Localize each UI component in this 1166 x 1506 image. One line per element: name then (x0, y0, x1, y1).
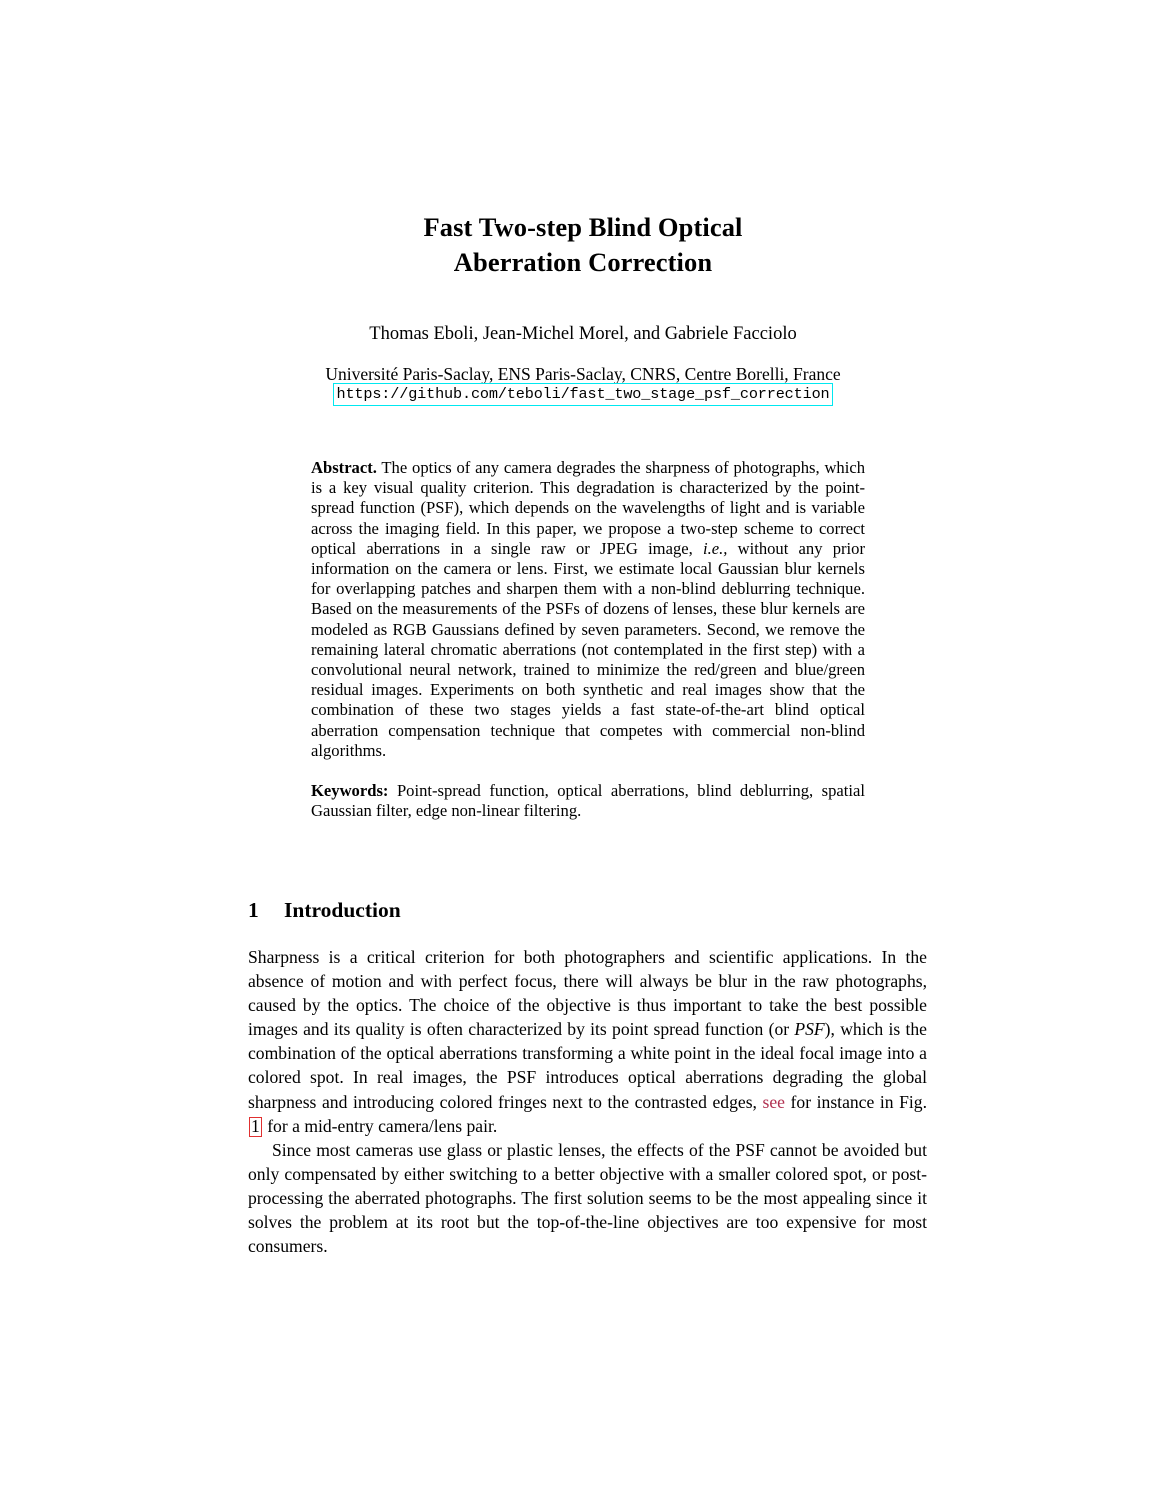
project-url-link[interactable]: https://github.com/teboli/fast_two_stage_psf_correction (333, 383, 832, 406)
body-p1-part-b: ), which is the combination of the optical aberrations transforming a white point in the ideal focal image into a colored spot. In real images, the PSF introduces optical aberrations degrading the global sharpness and introducing colored fringes next to the contrasted edges, (248, 1019, 927, 1112)
title-line-2: Aberration Correction (453, 247, 713, 277)
keywords-paragraph (311, 781, 865, 821)
body-paragraph-2: Since most cameras use glass or plastic lenses, the effects of the PSF cannot be avoided but only compensated by either switching to a better objective with a smaller colored spot, or post-processing the aberrated photographs. The first solution seems to be the most appealing since it solves the problem at its root but the top-of-the-line objectives are too expensive for most consumers. (248, 1139, 927, 1257)
abstract-label: Abstract. (311, 458, 377, 477)
section-title: Introduction (284, 898, 401, 922)
project-url-container (238, 383, 928, 406)
abstract-section (311, 458, 865, 821)
keywords-text: Point-spread function, optical aberrations, blind deblurring, spatial Gaussian filter, edge non-linear filtering. (311, 781, 865, 821)
body-p1-part-a: Sharpness is a critical criterion for both photographers and scientific applications. In the absence of motion and with perfect focus, there will always be blur in the raw photographs, caused by the optics. The choice of the objective is thus important to take the best possible images and its quality is often characterized by its point spread function (or (248, 947, 927, 1040)
author-list: Thomas Eboli, Jean-Michel Morel, and Gabriele Facciolo (369, 324, 797, 344)
page-title (238, 210, 928, 280)
keywords-label: Keywords: (311, 781, 389, 801)
body-paragraph-1 (248, 945, 927, 1138)
section-number: 1 (248, 898, 259, 922)
citation-link-see[interactable]: see (762, 1091, 785, 1112)
abstract-text-part-2: without any prior information on the camera or lens. First, we estimate local Gaussian blur kernels for overlapping patches and sharpen them with a non-blind deblurring technique. Based on the measurements of the PSFs of dozens of lenses, these blur kernels are modeled as RGB Gaussians defined by seven parameters. Second, we remove the remaining lateral chromatic aberrations (not contemplated in the first step) with a convolutional neural network, trained to minimize the red/green and blue/green residual images. Experiments on both synthetic and real images show that the combination of these two stages yields a fast state-of-the-art blind optical aberration compensation technique that competes with commercial non-blind algorithms. (311, 538, 865, 760)
body-psf-italic: PSF (794, 1019, 825, 1040)
figure-reference-link-1[interactable]: 1 (251, 1115, 260, 1136)
abstract-paragraph (311, 458, 865, 761)
section-heading-introduction (248, 896, 928, 924)
abstract-text-part-1: The optics of any camera degrades the sharpness of photographs, which is a key visual quality criterion. This degradation is characterized by the point-spread function (PSF), which depends on the wavelengths of light and is variable across the imaging field. In this paper, we propose a two-step scheme to correct optical aberrations in a single raw or JPEG image, (311, 458, 865, 558)
abstract-ie-italic: i.e., (702, 538, 728, 558)
body-p1-part-d: for a mid-entry camera/lens pair. (262, 1115, 498, 1136)
affiliation: Université Paris-Saclay, ENS Paris-Saclay, CNRS, Centre Borelli, France (325, 364, 841, 384)
body-p1-part-c: for instance in Fig. (784, 1091, 927, 1112)
title-line-1: Fast Two-step Blind Optical (423, 212, 743, 242)
introduction-body (248, 945, 927, 1258)
